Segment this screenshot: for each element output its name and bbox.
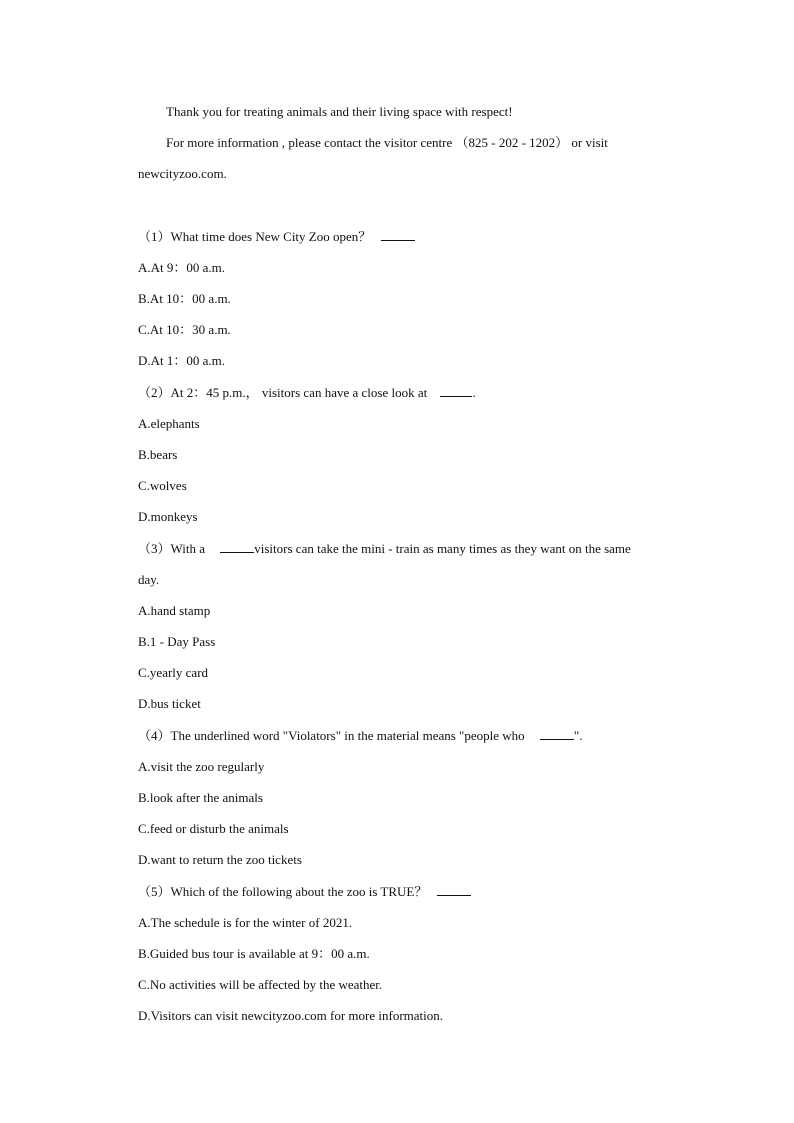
question-number: （2） (138, 385, 171, 400)
question-stem: At 2：45 p.m.， visitors can have a close look at (170, 385, 428, 400)
question-1 (138, 228, 415, 246)
option-4b: B.look after the animals (138, 790, 263, 805)
question-stem-end: ". (573, 728, 583, 743)
option-2c: C.wolves (138, 478, 187, 493)
intro-thanks: Thank you for treating animals and their living space with respect! (166, 104, 513, 119)
question-stem: With a (170, 541, 206, 556)
question-number: （4） (138, 728, 171, 743)
option-2d: D.monkeys (138, 509, 198, 524)
question-3-line2: day. (138, 572, 160, 587)
option-2b: B.bears (138, 447, 178, 462)
option-4c: C.feed or disturb the animals (138, 821, 289, 836)
intro-contact-line1: For more information , please contact the visitor centre （825 - 202 - 1202） or visit (166, 135, 608, 150)
question-number: （3） (138, 541, 171, 556)
answer-blank[interactable] (381, 228, 415, 241)
option-4a: A.visit the zoo regularly (138, 759, 265, 774)
answer-blank[interactable] (440, 384, 472, 397)
option-5d: D.Visitors can visit newcityzoo.com for more information. (138, 1008, 444, 1023)
option-3a: A.hand stamp (138, 603, 211, 618)
option-1b: B.At 10：00 a.m. (138, 291, 231, 306)
answer-blank[interactable] (540, 727, 574, 740)
question-4 (138, 727, 582, 745)
question-number: （5） (138, 884, 171, 899)
question-stem-end: . (472, 385, 476, 400)
option-5b: B.Guided bus tour is available at 9：00 a.m. (138, 946, 370, 961)
option-1d: D.At 1：00 a.m. (138, 353, 226, 368)
option-3b: B.1 - Day Pass (138, 634, 216, 649)
option-1c: C.At 10：30 a.m. (138, 322, 231, 337)
question-3 (138, 540, 631, 558)
intro-contact-line2: newcityzoo.com. (138, 166, 227, 181)
answer-blank[interactable] (220, 540, 254, 553)
question-2 (138, 384, 476, 402)
option-3c: C.yearly card (138, 665, 209, 680)
option-4d: D.want to return the zoo tickets (138, 852, 302, 867)
question-stem-after: visitors can take the mini - train as many times as they want on the same (254, 541, 631, 556)
question-stem: The underlined word "Violators" in the material means "people who (170, 728, 525, 743)
option-5c: C.No activities will be affected by the weather. (138, 977, 383, 992)
question-stem: Which of the following about the zoo is TRUE？ (170, 884, 428, 899)
option-5a: A.The schedule is for the winter of 2021. (138, 915, 353, 930)
answer-blank[interactable] (437, 883, 471, 896)
question-number: （1） (138, 229, 171, 244)
option-1a: A.At 9：00 a.m. (138, 260, 226, 275)
option-2a: A.elephants (138, 416, 200, 431)
question-5 (138, 883, 471, 901)
option-3d: D.bus ticket (138, 696, 201, 711)
question-stem: What time does New City Zoo open？ (170, 229, 372, 244)
